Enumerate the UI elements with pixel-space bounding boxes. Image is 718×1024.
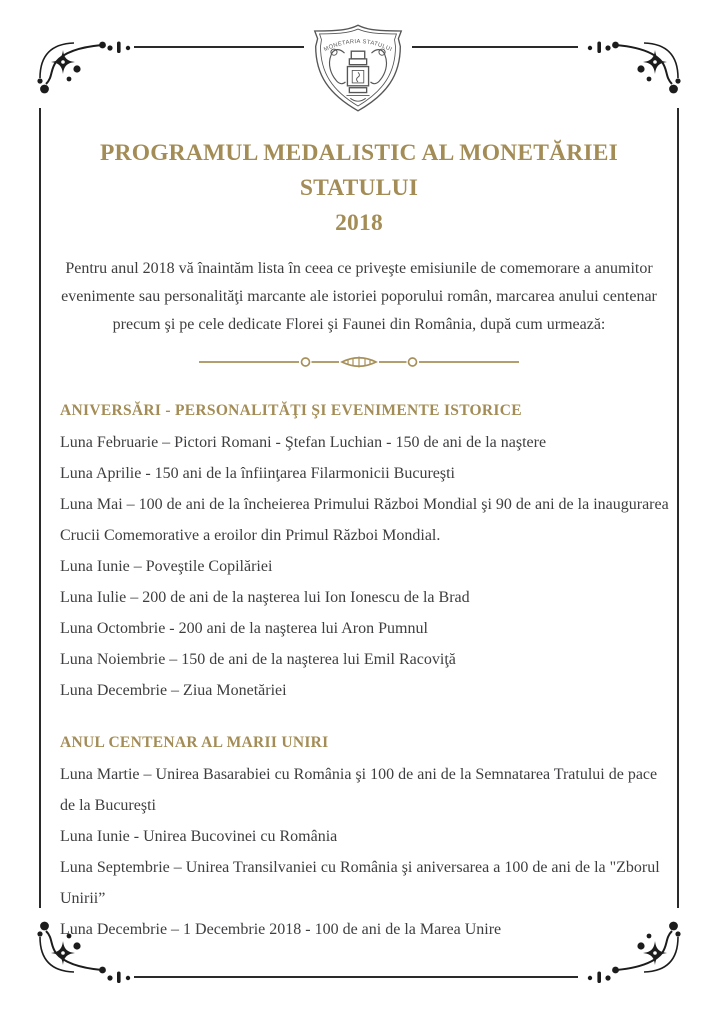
list-item: Luna Noiembrie – 150 de ani de la naşterea lui Emil Racoviţă (60, 651, 456, 668)
section-centenar (42, 734, 676, 945)
list-item: Luna Octombrie - 200 ani de la naşterea lui Aron Pumnul (60, 620, 428, 637)
page-title (42, 136, 676, 241)
list-item: Luna Aprilie - 150 ani de la înfiinţarea Filarmonicii Bucureşti (60, 465, 455, 482)
frame-line-right (677, 108, 679, 908)
page-title-line1: PROGRAMUL MEDALISTIC AL MONETĂRIEI STATULUI (100, 140, 618, 201)
list-item: Luna Martie – Unirea Basarabiei cu România şi 100 de ani de la Semnatarea Tratului de pace de la Bucureşti (60, 766, 658, 814)
section-heading: ANIVERSĂRI - PERSONALITĂŢI ŞI EVENIMENTE ISTORICE (60, 402, 522, 419)
section-aniversari (42, 402, 676, 706)
page-title-year: 2018 (335, 210, 383, 236)
ornamental-divider-icon (199, 352, 519, 372)
list-item: Luna Decembrie – Ziua Monetăriei (60, 682, 287, 699)
list-item: Luna Mai – 100 de ani de la încheierea Primului Război Mondial şi 90 de ani de la inaugurarea Crucii Comemorative a eroilor din Primul Război Mondial. (60, 496, 669, 544)
frame-line-bottom (134, 976, 578, 978)
list-item: Luna Iunie – Poveştile Copilăriei (60, 558, 273, 575)
document-body (42, 0, 676, 945)
list-item: Luna Iulie – 200 de ani de la naşterea lui Ion Ionescu de la Brad (60, 589, 470, 606)
list-item: Luna Septembrie – Unirea Transilvaniei cu România şi aniversarea a 100 de ani de la "Zborul Unirii” (60, 859, 660, 907)
logo-arc-text: MONETARIA STATULUI (323, 39, 393, 54)
list-item: Luna Decembrie – 1 Decembrie 2018 - 100 de ani de la Marea Unire (60, 921, 502, 938)
intro-paragraph: Pentru anul 2018 vă înaintăm lista în ceea ce priveşte emisiunile de comemorare a anumitor evenimente sau personalităţi marcante ale istoriei poporului român, marcarea anului centenar precum şi pe cele dedicate Florei şi Faunei din România, după cum urmează: (61, 260, 657, 333)
section-heading: ANUL CENTENAR AL MARII UNIRI (60, 734, 329, 751)
list-item: Luna Iunie - Unirea Bucovinei cu România (60, 828, 338, 845)
dot-bar-icon (106, 970, 132, 984)
list-item: Luna Februarie – Pictori Romani - Ştefan Luchian - 150 de ani de la naştere (60, 434, 547, 451)
dot-bar-icon (586, 970, 612, 984)
frame-line-left (39, 108, 41, 908)
